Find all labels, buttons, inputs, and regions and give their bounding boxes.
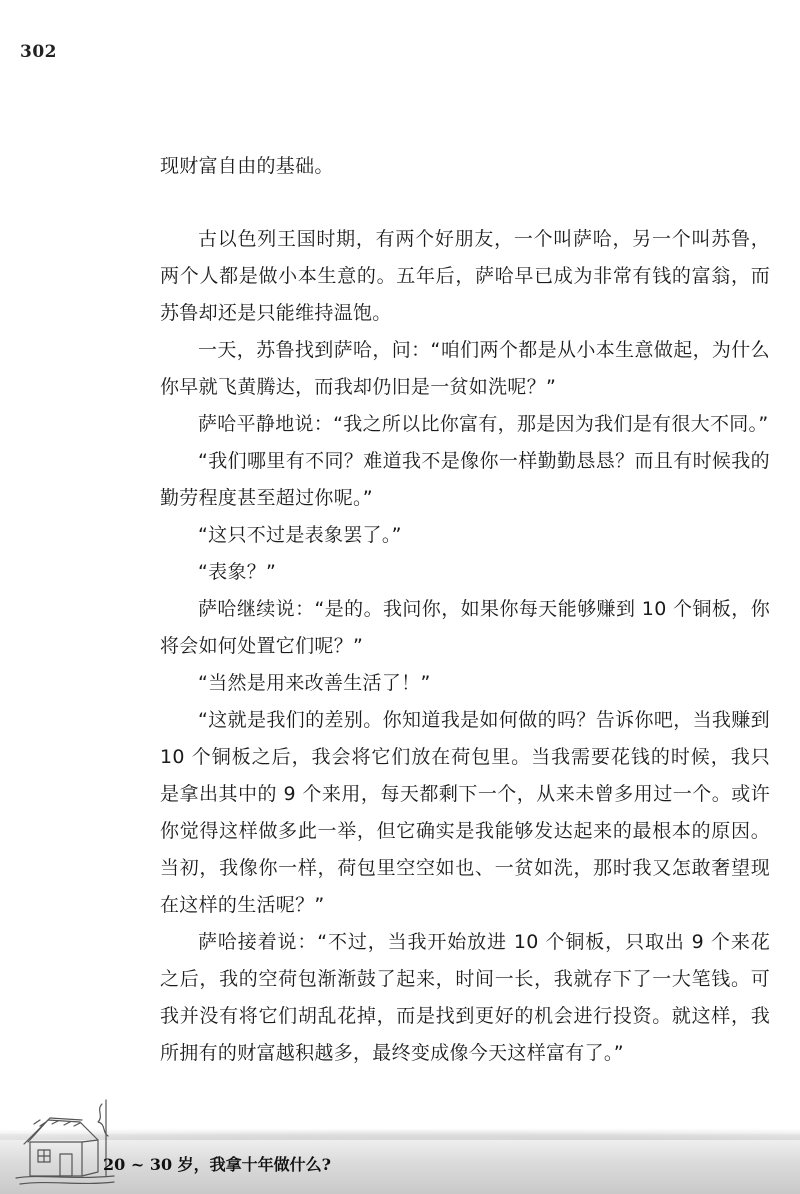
paragraph: 古以色列王国时期，有两个好朋友，一个叫萨哈，另一个叫苏鲁，两个人都是做小本生意的。五年后，萨哈早已成为非常有钱的富翁，而苏鲁却还是只能维持温饱。 [160,228,770,324]
paragraph: 萨哈继续说：“是的。我问你，如果你每天能够赚到 10 个铜板，你将会如何处置它们呢？” [160,598,770,657]
paragraph: “表象？” [198,561,277,583]
paragraph: “我们哪里有不同？难道我不是像你一样勤勤恳恳？而且有时候我的勤劳程度甚至超过你呢。” [160,450,770,509]
main-text [160,148,770,1072]
page-number: 302 [20,42,57,62]
paragraph: 一天，苏鲁找到萨哈，问：“咱们两个都是从小本生意做起，为什么你早就飞黄腾达，而我却仍旧是一贫如洗呢？” [160,339,770,398]
paragraph: “当然是用来改善生活了！” [198,672,431,694]
paragraph: “这只不过是表象罢了。” [198,524,402,546]
lead-line: 现财富自由的基础。 [160,155,334,177]
paragraph: 萨哈平静地说：“我之所以比你富有，那是因为我们是有很大不同。” [198,413,769,435]
book-title: 20 ~ 30 岁，我拿十年做什么? [103,1155,332,1174]
paragraph: “这就是我们的差别。你知道我是如何做的吗？告诉你吧，当我赚到 10 个铜板之后，我会将它们放在荷包里。当我需要花钱的时候，我只是拿出其中的 9 个来用，每天都剩下一个，从来未曾多用过一个。或许你觉得这样做多此一举，但它确实是我能够发达起来的最根本的原因。当初，我像你一样，荷包里空空如也、一贫如洗，那时我又怎敢奢望现在这样的生活呢？” [160,709,770,916]
paragraph: 萨哈接着说：“不过，当我开始放进 10 个铜板，只取出 9 个来花之后，我的空荷包渐渐鼓了起来，时间一长，我就存下了一大笔钱。可我并没有将它们胡乱花掉，而是找到更好的机会进行投资。就这样，我所拥有的财富越积越多，最终变成像今天这样富有了。” [160,931,770,1064]
